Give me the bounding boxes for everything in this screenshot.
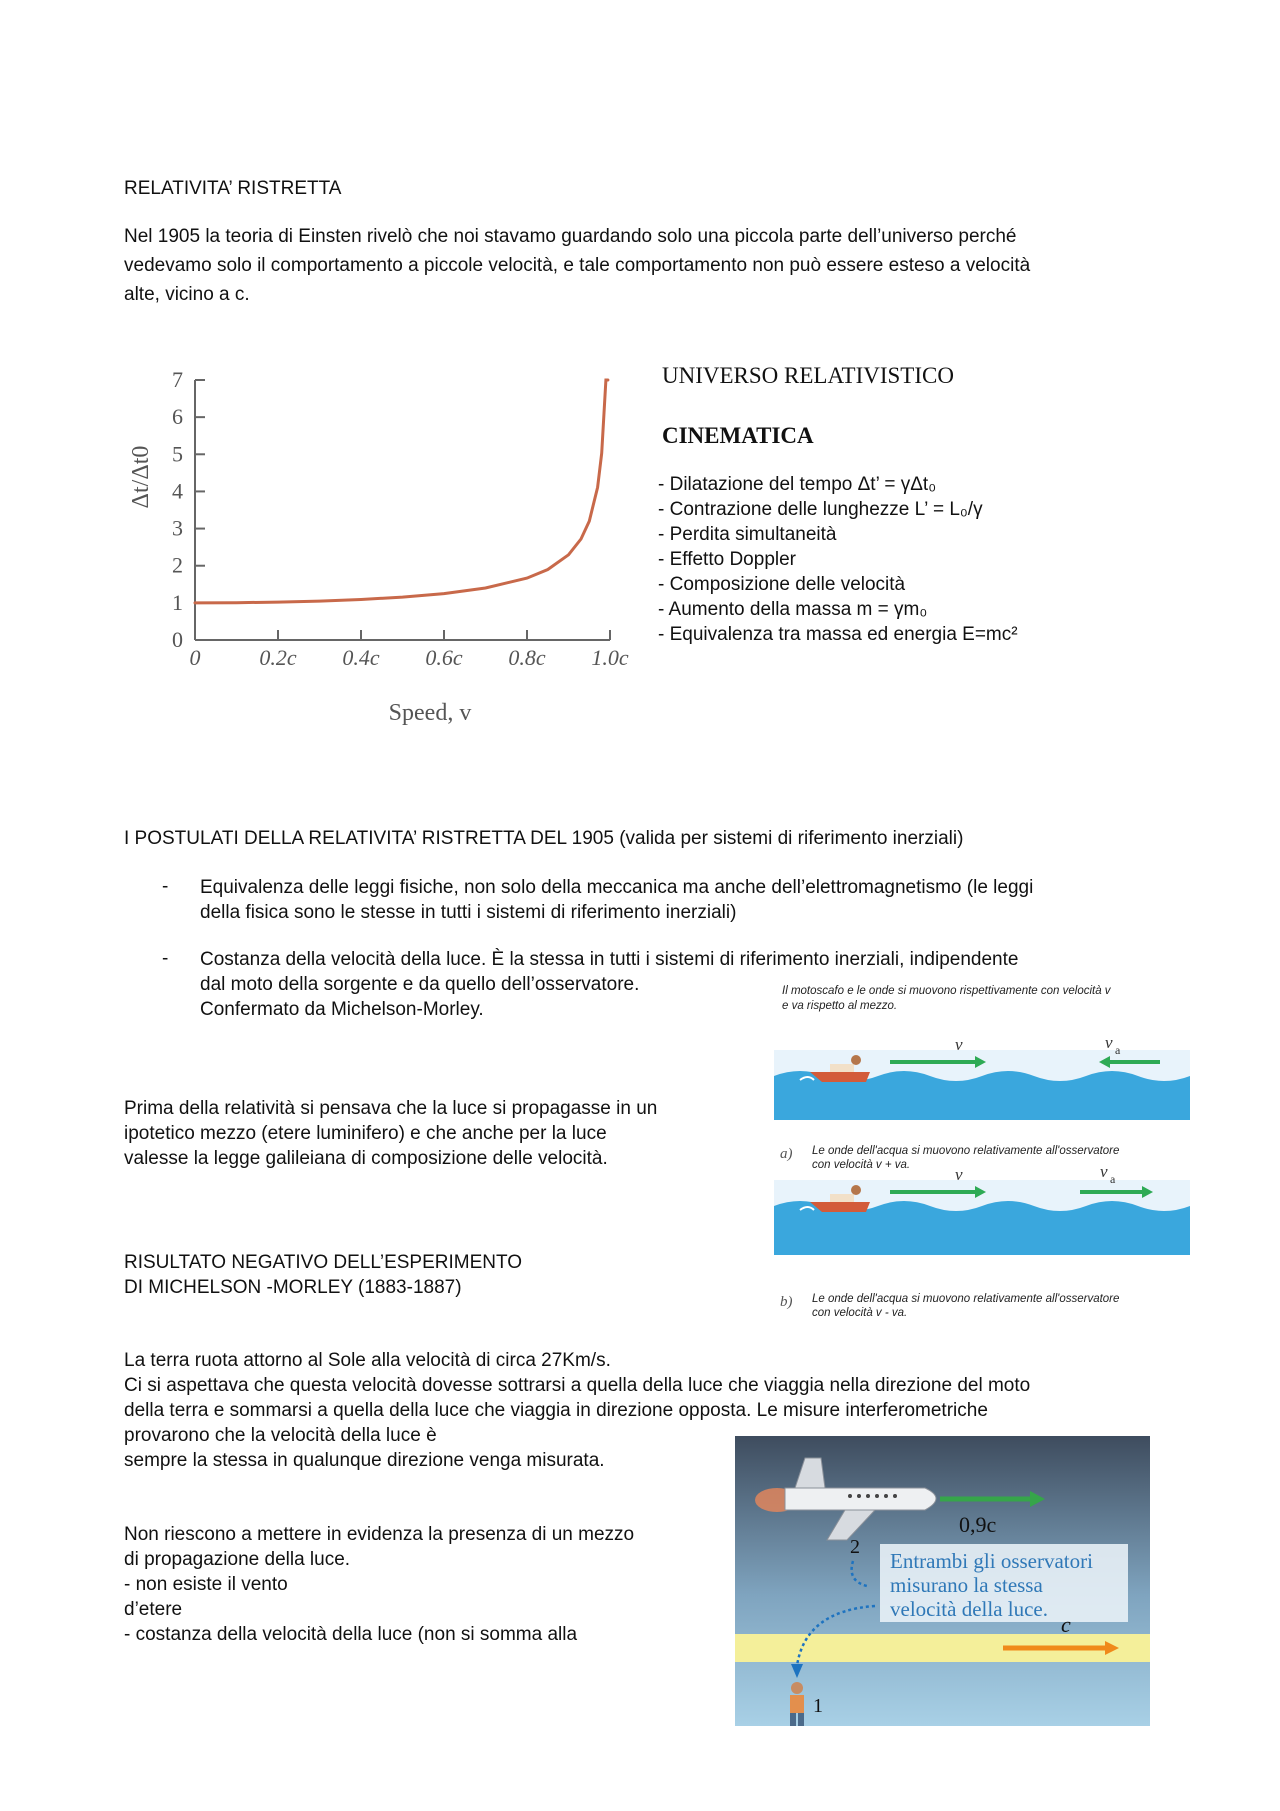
y-tick-label: 5	[172, 441, 183, 467]
x-tick-label: 0	[189, 645, 201, 670]
medium-line-4: d’etere	[124, 1599, 183, 1620]
kinematics-item: - Contrazione delle lunghezze L’ = L₀/γ	[658, 499, 983, 520]
label-va: v	[1105, 1033, 1113, 1052]
mm-line-2: Ci si aspettava che questa velocità dovesse sottrarsi a quella della luce che viaggia nella direzione del moto	[124, 1375, 1031, 1396]
kinematics-item: - Perdita simultaneità	[658, 524, 837, 545]
mm-line-1: La terra ruota attorno al Sole alla velocità di circa 27Km/s.	[124, 1350, 611, 1371]
page-title: RELATIVITA’ RISTRETTA	[124, 178, 342, 199]
x-tick-label: 0.2c	[259, 645, 297, 670]
postulate-2-line-3: Confermato da Michelson-Morley.	[200, 999, 484, 1020]
light-speed-label: c	[1061, 1612, 1071, 1637]
medium-line-5: - costanza della velocità della luce (non si somma alla	[124, 1624, 578, 1645]
label-v: v	[955, 1035, 963, 1054]
x-tick-label: 0.6c	[425, 645, 463, 670]
y-tick-label: 2	[172, 552, 183, 578]
y-tick-label: 6	[172, 404, 183, 430]
intro-line-3: alte, vicino a c.	[124, 284, 250, 305]
intro-line-2: vedevamo solo il comportamento a piccole velocità, e tale comportamento non può essere esteso a velocità	[124, 255, 1031, 276]
kinematics-list	[658, 472, 1018, 647]
medium-line-1: Non riescono a mettere in evidenza la presenza di un mezzo	[124, 1524, 635, 1545]
y-tick-label: 0	[172, 627, 183, 652]
postulate-1-line-1: Equivalenza delle leggi fisiche, non solo della meccanica ma anche dell’elettromagnetismo (le leggi	[200, 877, 1034, 898]
mm-line-5: sempre la stessa in qualunque direzione venga misurata.	[124, 1450, 605, 1471]
x-tick-label: 0.8c	[508, 645, 546, 670]
caption-b-1: Le onde dell'acqua si muovono relativamente all'osservatore	[812, 1293, 1120, 1305]
x-tick-label: 0.4c	[342, 645, 380, 670]
boat-waves-figure	[770, 980, 1190, 1320]
x-tick-label: 1.0c	[591, 645, 629, 670]
ether-line-3: valesse la legge galileiana di composizione delle velocità.	[124, 1148, 608, 1169]
postulate-2-line-1: Costanza della velocità della luce. È la stessa in tutti i sistemi di riferimento inerziali, indipendente	[200, 949, 1019, 970]
time-dilation-chart	[120, 365, 640, 735]
caption-a-2: con velocità v + va.	[812, 1159, 911, 1171]
medium-line-2: di propagazione della luce.	[124, 1549, 351, 1570]
label-v: v	[955, 1165, 963, 1184]
y-tick-label: 1	[172, 589, 183, 615]
bullet-dash: -	[162, 876, 169, 897]
mm-title-1: RISULTATO NEGATIVO DELL’ESPERIMENTO	[124, 1252, 523, 1273]
mm-line-4: provarono che la velocità della luce è	[124, 1425, 437, 1446]
kinematics-item: - Aumento della massa m = γm₀	[658, 599, 928, 620]
ether-line-1: Prima della relatività si pensava che la luce si propagasse in un	[124, 1098, 658, 1119]
caption-b-2: con velocità v - va.	[812, 1307, 908, 1319]
kinematics-subtitle: CINEMATICA	[662, 423, 814, 448]
chart-y-label: Δt/Δt0	[128, 445, 154, 509]
bullet-dash: -	[162, 948, 169, 969]
info-text-3: velocità della luce.	[890, 1597, 1049, 1621]
postulate-1-line-2: della fisica sono le stesse in tutti i sistemi di riferimento inerziali)	[200, 902, 737, 923]
postulate-2-line-2: dal moto della sorgente e da quello dell’osservatore.	[200, 974, 640, 995]
gamma-curve	[195, 380, 608, 603]
label-va: v	[1100, 1162, 1108, 1181]
kinematics-item: - Dilatazione del tempo Δt’ = γΔt₀	[658, 474, 937, 495]
info-text-2: misurano la stessa	[890, 1573, 1043, 1597]
label-va-sub: a	[1115, 1043, 1121, 1057]
panel-b-label: b)	[780, 1294, 793, 1310]
info-text-1: Entrambi gli osservatori	[890, 1549, 1093, 1573]
caption-a-1: Le onde dell'acqua si muovono relativamente all'osservatore	[812, 1145, 1120, 1157]
ether-line-2: ipotetico mezzo (etere luminifero) e che anche per la luce	[124, 1123, 607, 1144]
boat-caption-top-2: e va rispetto al mezzo.	[782, 1000, 898, 1012]
mm-title-2: DI MICHELSON -MORLEY (1883-1887)	[124, 1277, 462, 1298]
mm-line-3: della terra e sommarsi a quella della luce che viaggia in direzione opposta. Le misure interferometriche	[124, 1400, 988, 1421]
plane-observers-figure	[735, 1436, 1150, 1726]
observer-1-label: 1	[813, 1695, 823, 1717]
postulates-heading: I POSTULATI DELLA RELATIVITA’ RISTRETTA DEL 1905 (valida per sistemi di riferimento inerziali)	[124, 828, 964, 849]
plane-speed-label: 0,9c	[959, 1512, 997, 1537]
panel-a-label: a)	[780, 1146, 793, 1162]
kinematics-title: UNIVERSO RELATIVISTICO	[662, 363, 954, 388]
kinematics-item: - Composizione delle velocità	[658, 574, 906, 595]
kinematics-item: - Effetto Doppler	[658, 549, 797, 570]
kinematics-item: - Equivalenza tra massa ed energia E=mc²	[658, 624, 1018, 645]
label-va-sub: a	[1110, 1172, 1116, 1186]
observer-2-label: 2	[850, 1536, 860, 1558]
medium-line-3: - non esiste il vento	[124, 1574, 288, 1595]
y-tick-label: 4	[172, 478, 183, 504]
chart-x-label: Speed, v	[388, 700, 472, 726]
y-tick-label: 7	[172, 367, 183, 392]
intro-line-1: Nel 1905 la teoria di Einsten rivelò che noi stavamo guardando solo una piccola parte dell’universo perché	[124, 226, 1017, 247]
boat-caption-top-1: Il motoscafo e le onde si muovono rispettivamente con velocità v	[782, 985, 1111, 997]
y-tick-label: 3	[172, 515, 183, 541]
